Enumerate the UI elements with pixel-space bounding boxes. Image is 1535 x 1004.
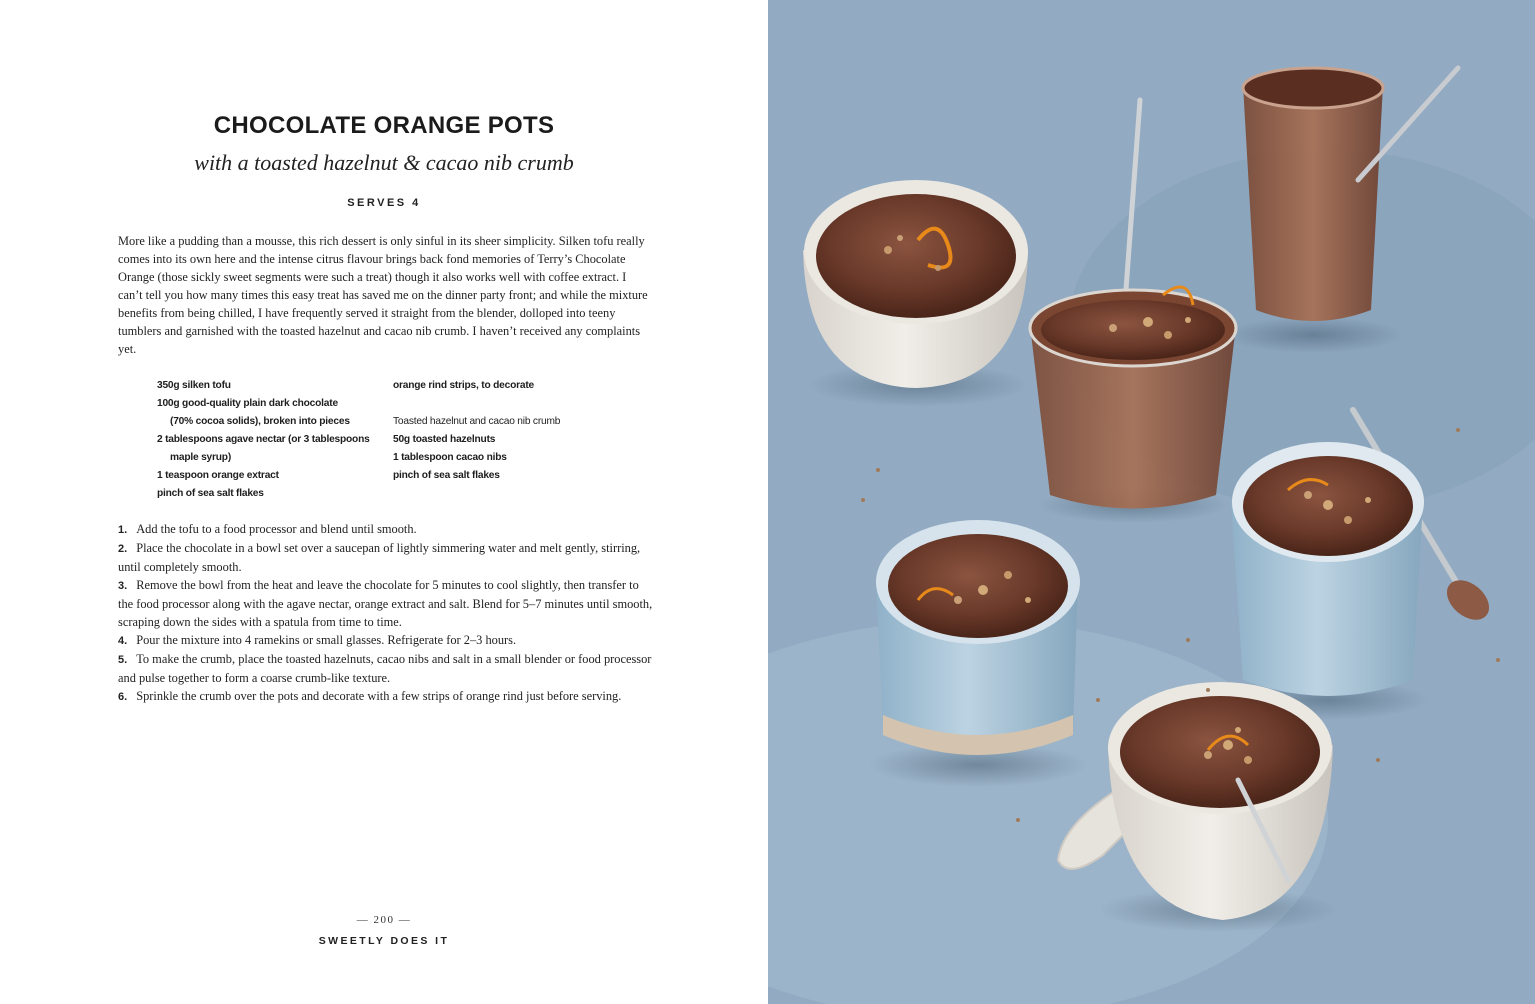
method-steps (118, 520, 653, 706)
step-number: 2. (118, 543, 128, 555)
ingredient-line: 1 tablespoon cacao nibs (393, 452, 507, 463)
ingredient-line: orange rind strips, to decorate (393, 380, 534, 391)
ingredient-line (393, 395, 613, 413)
ingredients-column-secondary (393, 377, 613, 485)
step-text: Add the tofu to a food processor and blend until smooth. (136, 522, 417, 536)
ingredient-line: maple syrup) (170, 452, 232, 463)
blue-cup-right (1228, 442, 1428, 720)
step-text: Place the chocolate in a bowl set over a saucepan of lightly simmering water and melt gently, stirring, until completely smooth. (118, 541, 641, 574)
method-step (118, 631, 653, 650)
method-step (118, 520, 653, 539)
step-number: 3. (118, 580, 128, 592)
step-number: 6. (118, 691, 128, 703)
ingredient-line: 350g silken tofu (157, 380, 231, 391)
ingredient-line: 100g good-quality plain dark chocolate (157, 398, 338, 409)
step-text: To make the crumb, place the toasted hazelnuts, cacao nibs and salt in a small blender or food processor and pulse together to form a coarse crumb-like texture. (118, 652, 652, 685)
step-number: 1. (118, 524, 128, 536)
dessert-photo (768, 0, 1535, 1004)
step-text: Sprinkle the crumb over the pots and decorate with a few strips of orange rind just before serving. (136, 689, 622, 703)
white-bowl-top-left (803, 180, 1028, 407)
step-number: 5. (118, 654, 128, 666)
chapter-title: SWEETLY DOES IT (318, 935, 450, 947)
dessert-photo-illustration (768, 0, 1535, 1004)
step-text: Pour the mixture into 4 ramekins or small glasses. Refrigerate for 2–3 hours. (136, 633, 517, 647)
step-number: 4. (118, 635, 128, 647)
serves-label: SERVES 4 (347, 197, 421, 209)
crumb-subheading: Toasted hazelnut and cacao nib crumb (393, 416, 561, 427)
method-step (118, 687, 653, 706)
recipe-title: CHOCOLATE ORANGE POTS (213, 112, 555, 139)
ingredient-line: 1 teaspoon orange extract (157, 470, 279, 481)
ingredient-line: 50g toasted hazelnuts (393, 434, 496, 445)
ingredients-column-main (157, 377, 387, 503)
recipe-intro: More like a pudding than a mousse, this rich dessert is only sinful in its sheer simplicity. Silken tofu really comes into its own here and the intense citrus flavour brings back fond memories of Terry’s Chocolate Orange (those sickly sweet segments were such a treat) though it also works well with coffee extract. I can’t tell you how many times this easy treat has saved me on the dinner party front; and while the mixture benefits from being chilled, I have frequently served it straight from the blender, dolloped into teeny tumblers and garnished with the toasted hazelnut and cacao nib crumb. I haven’t received any complaints yet. (118, 234, 648, 356)
method-step (118, 539, 653, 576)
ingredient-line: pinch of sea salt flakes (157, 488, 264, 499)
ingredient-line: pinch of sea salt flakes (393, 470, 500, 481)
method-step (118, 650, 653, 687)
method-step (118, 576, 653, 631)
step-text: Remove the bowl from the heat and leave the chocolate for 5 minutes to cool slightly, then transfer to the food processor along with the agave nectar, orange extract and salt. Blend for 5–7 minutes until smooth, scraping down the sides with a spatula from time to time. (118, 578, 653, 629)
recipe-subtitle: with a toasted hazelnut & cacao nib crumb (194, 150, 574, 175)
ingredient-line: 2 tablespoons agave nectar (or 3 tablespoons (157, 434, 370, 445)
ingredient-line: (70% cocoa solids), broken into pieces (170, 416, 350, 427)
page-number: — 200 — (356, 914, 412, 926)
